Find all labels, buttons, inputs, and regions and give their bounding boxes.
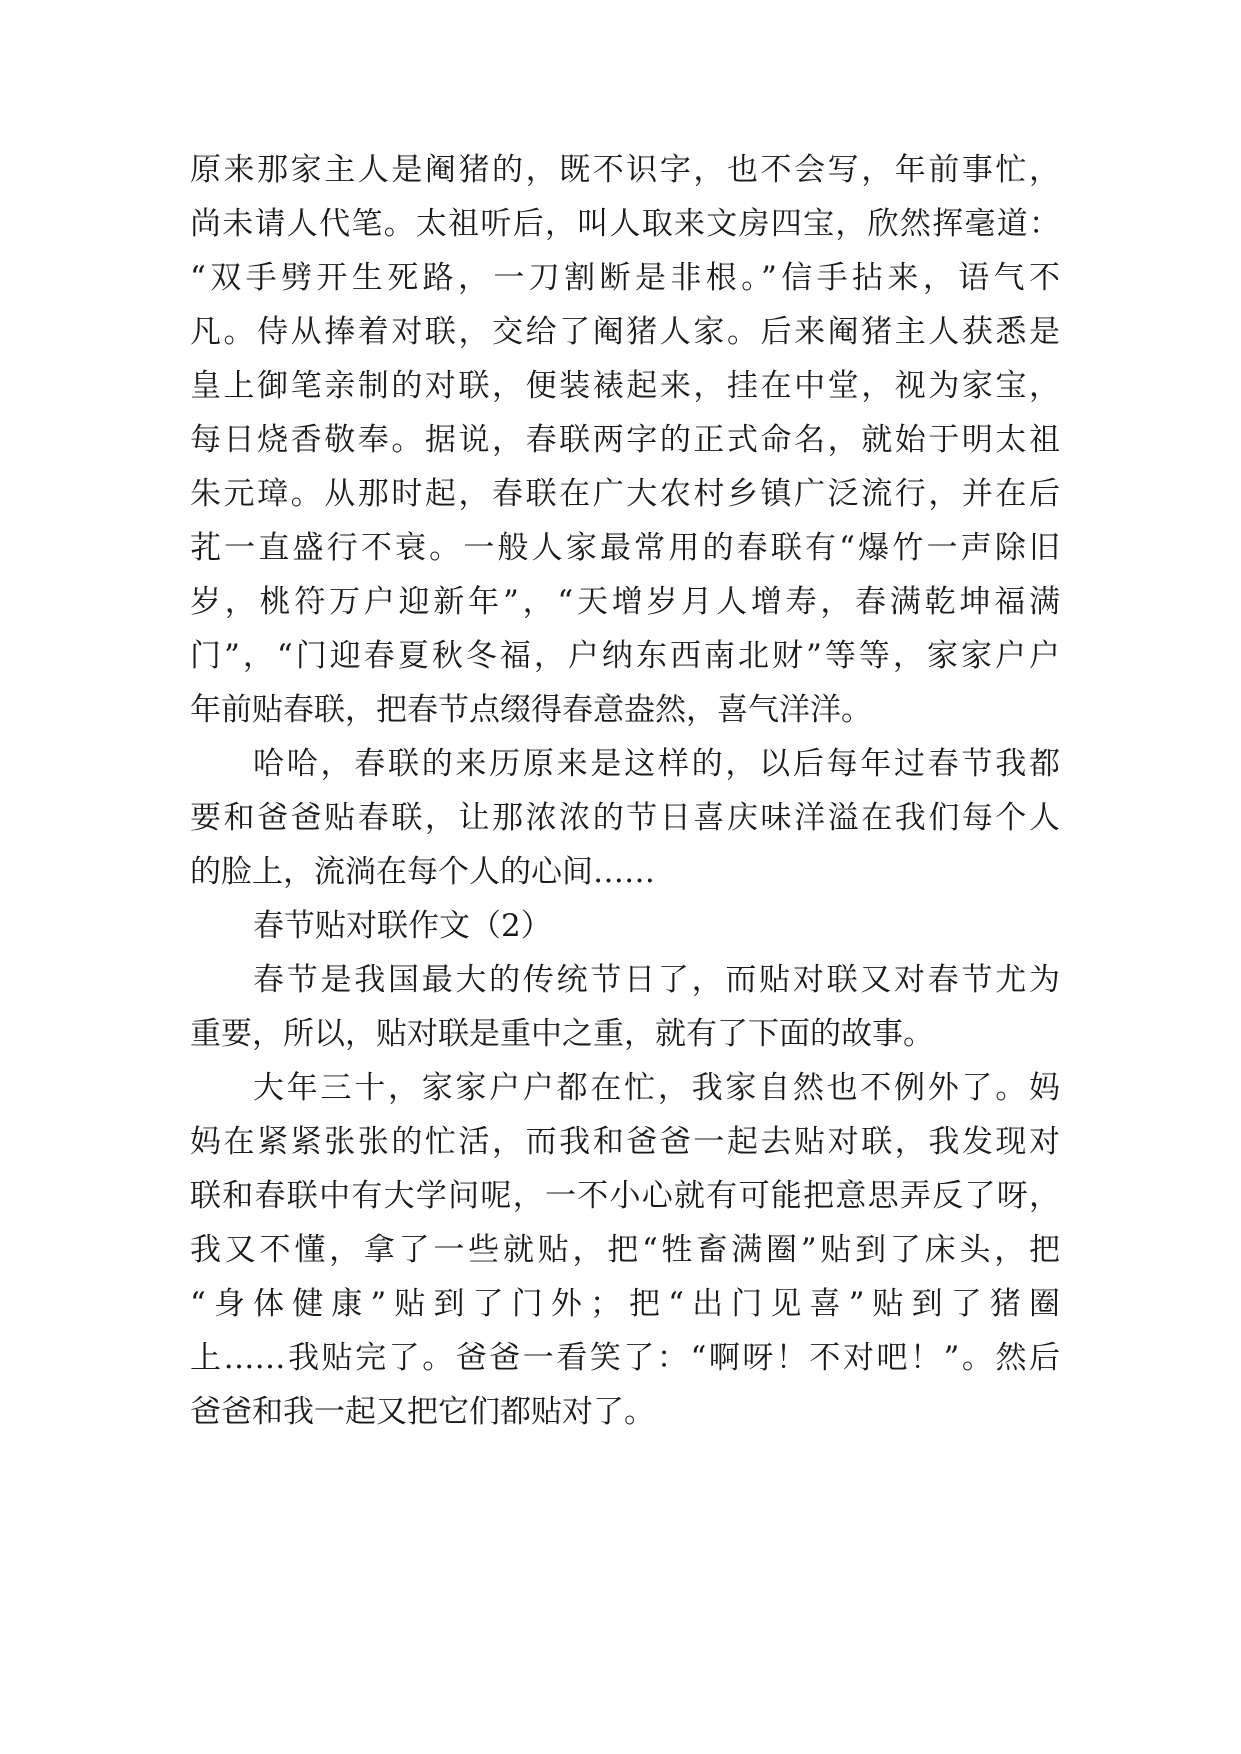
- body-text-line: 我又不懂，拿了一些就贴，把“牲畜满圈”贴到了床头，把: [190, 1232, 1060, 1268]
- body-text-line: 门”，“门迎春夏秋冬福，户纳东西南北财”等等，家家户户: [190, 638, 1060, 674]
- body-text-line: 爸爸和我一起又把它们都贴对了。: [190, 1394, 655, 1430]
- body-text-line: 芤一直盛行不衰。一般人家最常用的春联有“爆竹一声除旧: [190, 530, 1060, 566]
- body-text-line: 大年三十，家家户户都在忙，我家自然也不例外了。妈: [253, 1070, 1060, 1106]
- body-text-line: 原来那家主人是阉猪的，既不识字，也不会写，年前事忙，: [190, 152, 1060, 188]
- body-text-line: “双手劈开生死路，一刀割断是非根。”信手拈来，语气不: [190, 260, 1060, 296]
- body-text-line: 要和爸爸贴春联，让那浓浓的节日喜庆味洋溢在我们每个人: [190, 800, 1060, 836]
- body-text-line: 哈哈，春联的来历原来是这样的，以后每年过春节我都: [253, 746, 1060, 782]
- body-text-line: 春节是我国最大的传统节日了，而贴对联又对春节尤为: [253, 962, 1060, 998]
- body-text-line: 每日烧香敬奉。据说，春联两字的正式命名，就始于明太祖: [190, 422, 1060, 458]
- body-text-line: 上……我贴完了。爸爸一看笑了：“啊呀！不对吧！”。然后: [190, 1340, 1060, 1376]
- body-text-line: 重要，所以，贴对联是重中之重，就有了下面的故事。: [190, 1016, 934, 1052]
- body-text-line: 凡。侍从捧着对联，交给了阉猪人家。后来阉猪主人获悉是: [190, 314, 1060, 350]
- body-text-line: 妈在紧紧张张的忙活，而我和爸爸一起去贴对联，我发现对: [190, 1124, 1060, 1160]
- body-text-line: 皇上御笔亲制的对联，便装裱起来，挂在中堂，视为家宝，: [190, 368, 1060, 404]
- body-text-line: 年前贴春联，把春节点缀得春意盎然，喜气洋洋。: [190, 692, 872, 728]
- section-heading: 春节贴对联作文（2）: [253, 908, 552, 944]
- body-text-line: 朱元璋。从那时起，春联在广大农村乡镇广泛流行，并在后: [190, 476, 1060, 512]
- body-text-line: 的脸上，流淌在每个人的心间……: [190, 854, 655, 890]
- body-text-line: 岁，桃符万户迎新年”，“天增岁月人增寿，春满乾坤福满: [190, 584, 1060, 620]
- body-text-line: 尚未请人代笔。太祖听后，叫人取来文房四宝，欣然挥毫道：: [190, 206, 1060, 242]
- body-text-line: 联和春联中有大学问呢，一不小心就有可能把意思弄反了呀，: [190, 1178, 1060, 1214]
- body-text-line: “身体健康”贴到了门外；把“出门见喜”贴到了猪圈: [190, 1286, 1060, 1322]
